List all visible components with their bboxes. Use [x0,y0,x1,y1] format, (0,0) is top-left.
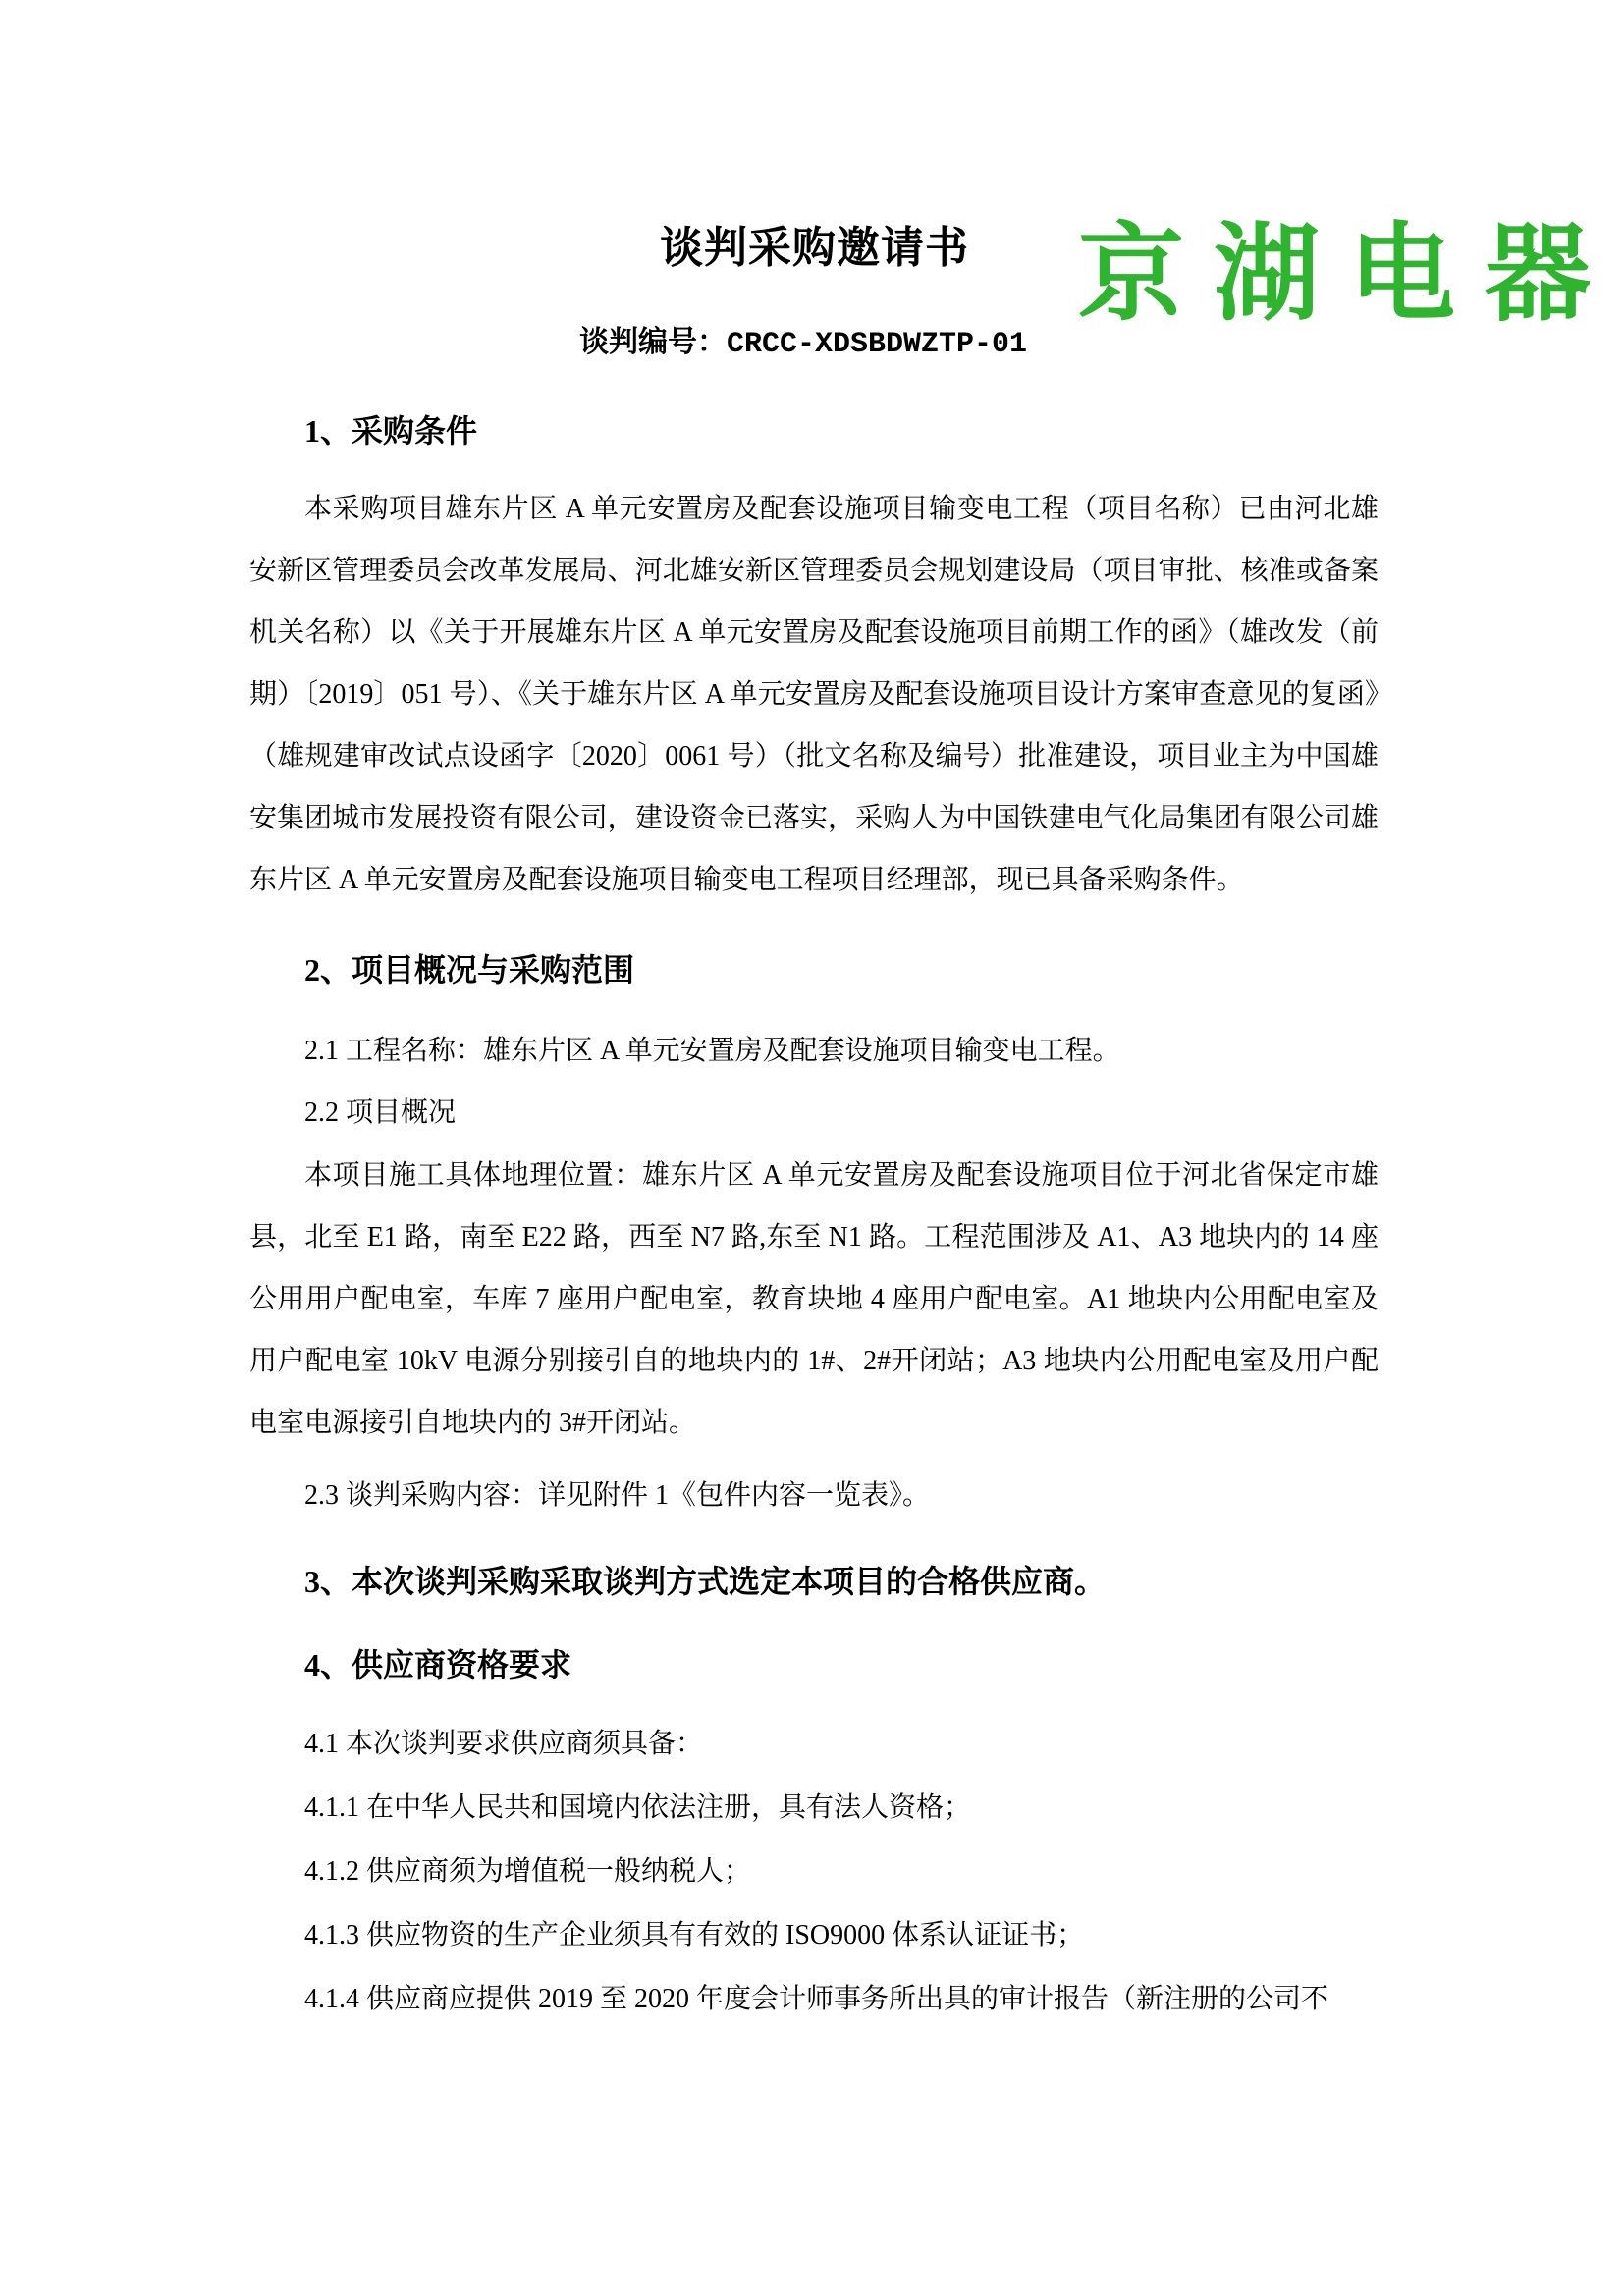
section-2-heading: 2、项目概况与采购范围 [304,952,635,988]
item-4-1-3: 4.1.3 供应物资的生产企业须具有有效的 ISO9000 体系认证证书； [304,1920,1085,1950]
item-2-2: 2.2 项目概况 [304,1097,457,1128]
ref-number-label: 谈判编号： [579,326,727,358]
item-4-1: 4.1 本次谈判要求供应商须具备： [304,1729,704,1759]
ref-number-code: CRCC-XDSBDWZTP-01 [727,328,1028,361]
item-4-1-2: 4.1.2 供应商须为增值税一般纳税人； [304,1856,752,1887]
section-1-paragraph: 本采购项目雄东片区 A 单元安置房及配套设施项目输变电工程（项目名称）已由河北雄安新区管理委员会改革发展局、河北雄安新区管理委员会规划建设局（项目审批、核准或备案机关名称）以《关于开展雄东片区 A 单元安置房及配套设施项目前期工作的函》（雄改发（前期）〔2019〕051 号）、《关于雄东片区 A 单元安置房及配套设施项目设计方案审查意见的复函》（雄规建审改试点设函字〔2020〕0061 号）（批文名称及编号）批准建设，项目业主为中国雄安集团城市发展投资有限公司，建设资金已落实，采购人为中国铁建电气化局集团有限公司雄东片区 A 单元安置房及配套设施项目输变电工程项目经理部，现已具备采购条件。 [249,494,1379,895]
item-4-1-1: 4.1.1 在中华人民共和国境内依法注册，具有法人资格； [304,1792,972,1823]
section-1-heading: 1、采购条件 [304,413,478,449]
section-3-heading: 3、本次谈判采购采取谈判方式选定本项目的合格供应商。 [304,1564,1107,1599]
document-body [249,0,1379,2030]
item-2-3: 2.3 谈判采购内容：详见附件 1《包件内容一览表》。 [304,1480,931,1511]
item-4-1-4: 4.1.4 供应商应提供 2019 至 2020 年度会计师事务所出具的审计报告（新注册的公司不 [304,1984,1329,2014]
page-title: 谈判采购邀请书 [660,224,969,272]
brand-logo: 京湖电器 [1078,214,1621,333]
section-4-heading: 4、供应商资格要求 [304,1647,572,1682]
section-2-paragraph: 本项目施工具体地理位置：雄东片区 A 单元安置房及配套设施项目位于河北省保定市雄县，北至 E1 路，南至 E22 路，西至 N7 路,东至 N1 路。工程范围涉及 A1、A3 地块内的 14 座公用用户配电室，车库 7 座用户配电室，教育块地 4 座用户配电室。A1 地块内公用配电室及用户配电室 10kV 电源分别接引自的地块内的 1#、2#开闭站；A3 地块内公用配电室及用户配电室电源接引自地块内的 3#开闭站。 [249,1160,1379,1438]
item-2-1: 2.1 工程名称：雄东片区 A 单元安置房及配套设施项目输变电工程。 [304,1036,1120,1066]
